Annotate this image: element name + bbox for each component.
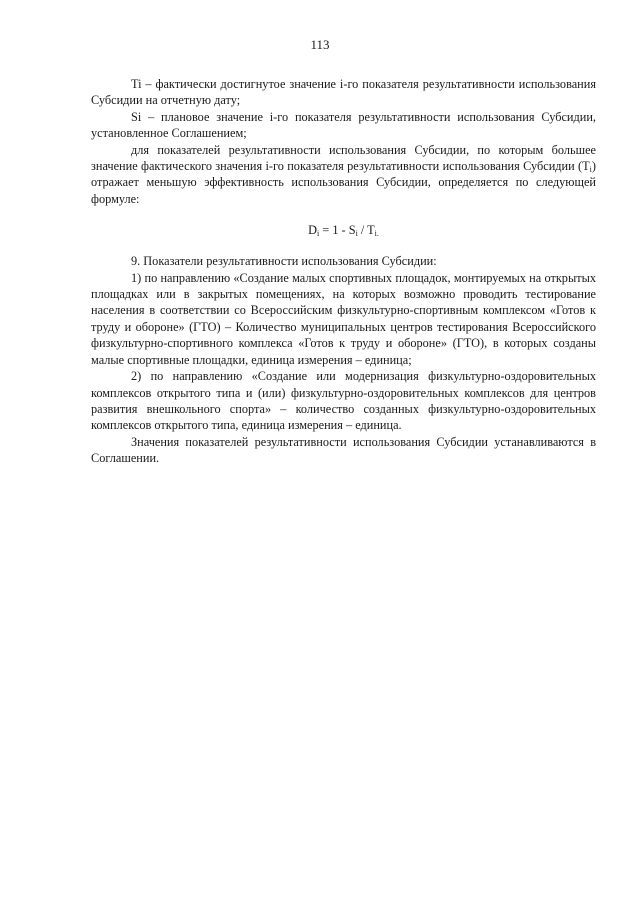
- formula-equals-part: = 1 -: [319, 223, 349, 238]
- definition-ti: Ti – фактически достигнутое значение i-го показателя результативности использования Субсидии на отчетную дату;: [91, 77, 596, 108]
- formula-intro-paragraph: [91, 142, 596, 208]
- agreement-values-paragraph: Значения показателей результативности использования Субсидии устанавливаются в Соглашении.: [91, 434, 596, 466]
- definition-si: Si – плановое значение i-го показателя результативности использования Субсидии, установленное Соглашением;: [91, 109, 596, 141]
- indicator-item-2: 2) по направлению «Создание или модернизация физкультурно-оздоровительных комплексов открытого типа и (или) физкультурно-оздоровительных комплексов для центров развития внешкольного спорта» – количество созданных физкультурно-оздоровительных комплексов открытого типа, единица измерения – единица.: [91, 369, 596, 433]
- indicator-item-1: 1) по направлению «Создание малых спортивных площадок, монтируемых на открытых площадках или в закрытых помещениях, на которых возможно проводить тестирование населения в соответствии со Всероссийским физкультурно-спортивным комплексом «Готов к труду и обороне» (ГТО) – Количество муниципальных центров тестирования Всероссийского физкультурно-спортивного комплекса «Готов к труду и обороне» (ГТО), в которых созданы малые спортивные площадки, единица измерения – единица;: [91, 270, 596, 367]
- formula-t: T: [367, 223, 375, 238]
- efficiency-formula: [91, 222, 596, 239]
- page-number: 113: [310, 37, 330, 52]
- formula-intro-text-start: для показателей результативности использования Субсидии, по которым большее значение фактического значения i-го показателя результативности использования Субсидии (T: [91, 142, 596, 174]
- formula-slash: /: [357, 223, 368, 238]
- document-body: [91, 76, 596, 467]
- formula-t-subscript: i.: [374, 229, 379, 239]
- formula-s: S: [348, 223, 356, 238]
- section-9-heading: 9. Показатели результативности использования Субсидии:: [131, 254, 437, 269]
- formula-d: D: [308, 223, 317, 238]
- formula-s-subscript: i: [355, 229, 358, 239]
- formula-d-subscript: i: [317, 229, 320, 239]
- formula-intro-text-end: ) отражает меньшую эффективность использования Субсидии, определяется по следующей формуле:: [91, 159, 596, 206]
- formula-intro-subscript: i: [589, 165, 592, 175]
